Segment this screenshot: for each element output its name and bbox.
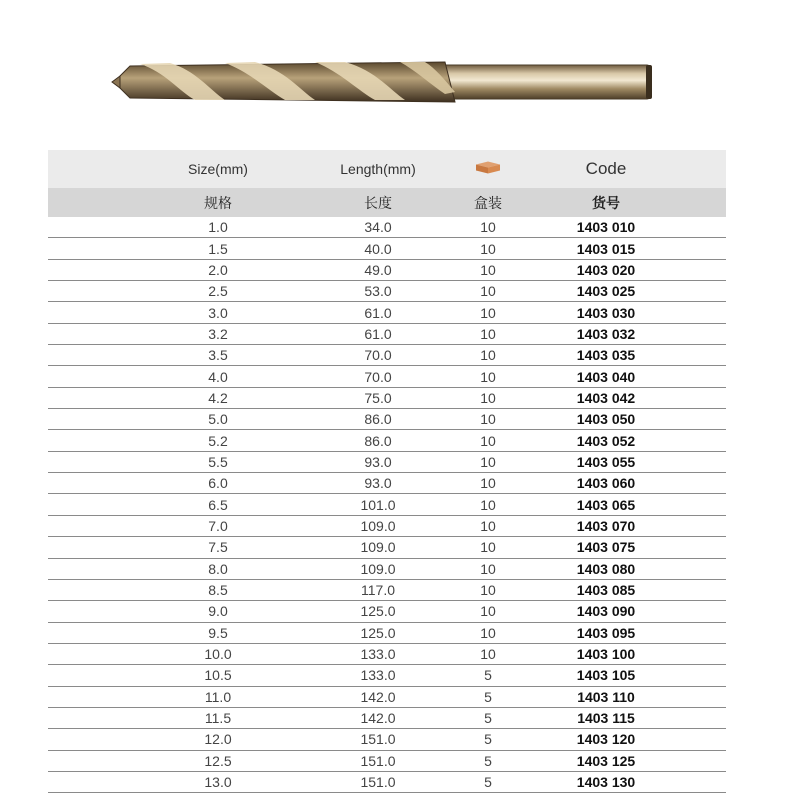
length-cell: 133.0 <box>360 667 396 684</box>
code-cell: 1403 085 <box>576 582 636 599</box>
table-row <box>48 729 726 750</box>
size-cell: 10.0 <box>204 646 232 663</box>
code-cell: 1403 065 <box>576 496 636 513</box>
code-cell: 1403 032 <box>576 325 636 342</box>
table-row <box>48 260 726 281</box>
size-cell: 12.0 <box>204 731 232 748</box>
code-cell: 1403 090 <box>576 603 636 620</box>
pack-cell: 10 <box>480 432 496 449</box>
size-cell: 1.0 <box>208 219 228 236</box>
pack-header-cn: 盒装 <box>474 194 502 211</box>
code-cell: 1403 010 <box>576 219 636 236</box>
pack-cell: 10 <box>480 368 496 385</box>
code-cell: 1403 035 <box>576 347 636 364</box>
length-cell: 93.0 <box>364 475 392 492</box>
pack-cell: 10 <box>480 261 496 278</box>
code-cell: 1403 105 <box>576 667 636 684</box>
length-cell: 142.0 <box>360 688 396 705</box>
code-cell: 1403 042 <box>576 389 636 406</box>
length-cell: 49.0 <box>364 261 392 278</box>
size-cell: 10.5 <box>204 667 232 684</box>
pack-cell: 5 <box>484 731 492 748</box>
code-cell: 1403 025 <box>576 283 636 300</box>
pack-cell: 10 <box>480 240 496 257</box>
pack-cell: 10 <box>480 283 496 300</box>
length-cell: 93.0 <box>364 453 392 470</box>
table-row <box>48 559 726 580</box>
size-cell: 6.0 <box>208 475 228 492</box>
length-cell: 151.0 <box>360 774 396 791</box>
length-cell: 70.0 <box>364 368 392 385</box>
size-cell: 4.0 <box>208 368 228 385</box>
length-cell: 34.0 <box>364 219 392 236</box>
code-cell: 1403 060 <box>576 475 636 492</box>
table-row <box>48 772 726 793</box>
size-cell: 9.0 <box>208 603 228 620</box>
pack-cell: 5 <box>484 774 492 791</box>
pack-cell: 10 <box>480 325 496 342</box>
table-row <box>48 281 726 302</box>
table-row <box>48 665 726 686</box>
length-cell: 109.0 <box>360 539 396 556</box>
length-cell: 40.0 <box>364 240 392 257</box>
table-row <box>48 217 726 238</box>
length-cell: 53.0 <box>364 283 392 300</box>
length-cell: 86.0 <box>364 411 392 428</box>
table-row <box>48 687 726 708</box>
table-row <box>48 238 726 259</box>
table-row <box>48 302 726 323</box>
table-row <box>48 324 726 345</box>
pack-cell: 10 <box>480 582 496 599</box>
table-row <box>48 409 726 430</box>
length-cell: 109.0 <box>360 517 396 534</box>
size-cell: 5.5 <box>208 453 228 470</box>
pack-cell: 5 <box>484 688 492 705</box>
code-cell: 1403 040 <box>576 368 636 385</box>
size-cell: 6.5 <box>208 496 228 513</box>
length-cell: 125.0 <box>360 603 396 620</box>
pack-cell: 10 <box>480 475 496 492</box>
code-cell: 1403 110 <box>577 688 635 705</box>
size-cell: 3.5 <box>208 347 228 364</box>
pack-cell: 5 <box>484 752 492 769</box>
pack-cell: 10 <box>480 560 496 577</box>
size-cell: 8.0 <box>208 560 228 577</box>
size-header: Size(mm) <box>188 161 248 177</box>
length-cell: 61.0 <box>364 325 392 342</box>
table-row <box>48 644 726 665</box>
length-cell: 86.0 <box>364 432 392 449</box>
length-header-cn: 长度 <box>364 194 392 211</box>
code-cell: 1403 080 <box>576 560 636 577</box>
size-cell: 9.5 <box>208 624 228 641</box>
length-cell: 101.0 <box>360 496 396 513</box>
length-cell: 151.0 <box>360 752 396 769</box>
size-cell: 3.0 <box>208 304 228 321</box>
table-row <box>48 430 726 451</box>
size-cell: 13.0 <box>204 774 232 791</box>
table-row <box>48 751 726 772</box>
pack-cell: 5 <box>484 667 492 684</box>
code-cell: 1403 070 <box>576 517 636 534</box>
code-cell: 1403 115 <box>577 710 635 727</box>
length-cell: 117.0 <box>361 582 395 599</box>
table-row <box>48 473 726 494</box>
size-cell: 11.0 <box>204 688 232 705</box>
size-cell: 7.0 <box>208 517 228 534</box>
length-cell: 75.0 <box>364 389 392 406</box>
length-cell: 61.0 <box>364 304 392 321</box>
pack-cell: 10 <box>480 603 496 620</box>
table-row <box>48 366 726 387</box>
pack-cell: 10 <box>480 347 496 364</box>
code-header: Code <box>585 159 627 178</box>
box-icon <box>458 161 518 178</box>
size-cell: 8.5 <box>208 582 228 599</box>
pack-cell: 10 <box>480 496 496 513</box>
pack-cell: 10 <box>480 304 496 321</box>
size-cell: 1.5 <box>208 240 228 257</box>
table-row <box>48 452 726 473</box>
code-cell: 1403 130 <box>576 774 636 791</box>
pack-cell: 5 <box>484 710 492 727</box>
code-cell: 1403 100 <box>576 646 636 663</box>
pack-cell: 10 <box>480 517 496 534</box>
size-cell: 5.2 <box>208 432 228 449</box>
length-cell: 125.0 <box>360 624 396 641</box>
pack-cell: 10 <box>480 539 496 556</box>
length-cell: 142.0 <box>360 710 396 727</box>
code-cell: 1403 125 <box>576 752 636 769</box>
length-cell: 151.0 <box>360 731 396 748</box>
pack-cell: 10 <box>480 624 496 641</box>
table-row <box>48 623 726 644</box>
length-cell: 133.0 <box>360 646 396 663</box>
pack-cell: 10 <box>480 389 496 406</box>
table-row <box>48 708 726 729</box>
code-cell: 1403 075 <box>576 539 636 556</box>
size-cell: 3.2 <box>208 325 228 342</box>
header-row-english <box>48 150 726 188</box>
pack-cell: 10 <box>480 219 496 236</box>
size-cell: 5.0 <box>208 411 228 428</box>
pack-cell: 10 <box>480 646 496 663</box>
table-row <box>48 601 726 622</box>
size-cell: 2.5 <box>208 283 228 300</box>
table-row <box>48 537 726 558</box>
code-cell: 1403 050 <box>576 411 636 428</box>
table-row <box>48 516 726 537</box>
code-cell: 1403 052 <box>576 432 636 449</box>
header-row-chinese <box>48 188 726 217</box>
length-cell: 70.0 <box>364 347 392 364</box>
code-header-cn: 货号 <box>592 194 620 211</box>
spec-table <box>48 150 726 793</box>
size-cell: 7.5 <box>208 539 228 556</box>
pack-cell: 10 <box>480 453 496 470</box>
table-body <box>48 217 726 793</box>
size-cell: 11.5 <box>204 710 232 727</box>
size-header-cn: 规格 <box>204 194 232 211</box>
drill-bit-image <box>110 52 660 112</box>
pack-cell: 10 <box>480 411 496 428</box>
code-cell: 1403 095 <box>576 624 636 641</box>
size-cell: 4.2 <box>208 389 228 406</box>
code-cell: 1403 020 <box>576 261 636 278</box>
code-cell: 1403 120 <box>576 731 636 748</box>
code-cell: 1403 055 <box>576 453 636 470</box>
size-cell: 2.0 <box>208 261 228 278</box>
table-row <box>48 494 726 515</box>
code-cell: 1403 030 <box>576 304 636 321</box>
size-cell: 12.5 <box>204 752 232 769</box>
length-header: Length(mm) <box>340 161 416 177</box>
code-cell: 1403 015 <box>576 240 636 257</box>
table-row <box>48 388 726 409</box>
length-cell: 109.0 <box>360 560 396 577</box>
table-row <box>48 345 726 366</box>
table-row <box>48 580 726 601</box>
